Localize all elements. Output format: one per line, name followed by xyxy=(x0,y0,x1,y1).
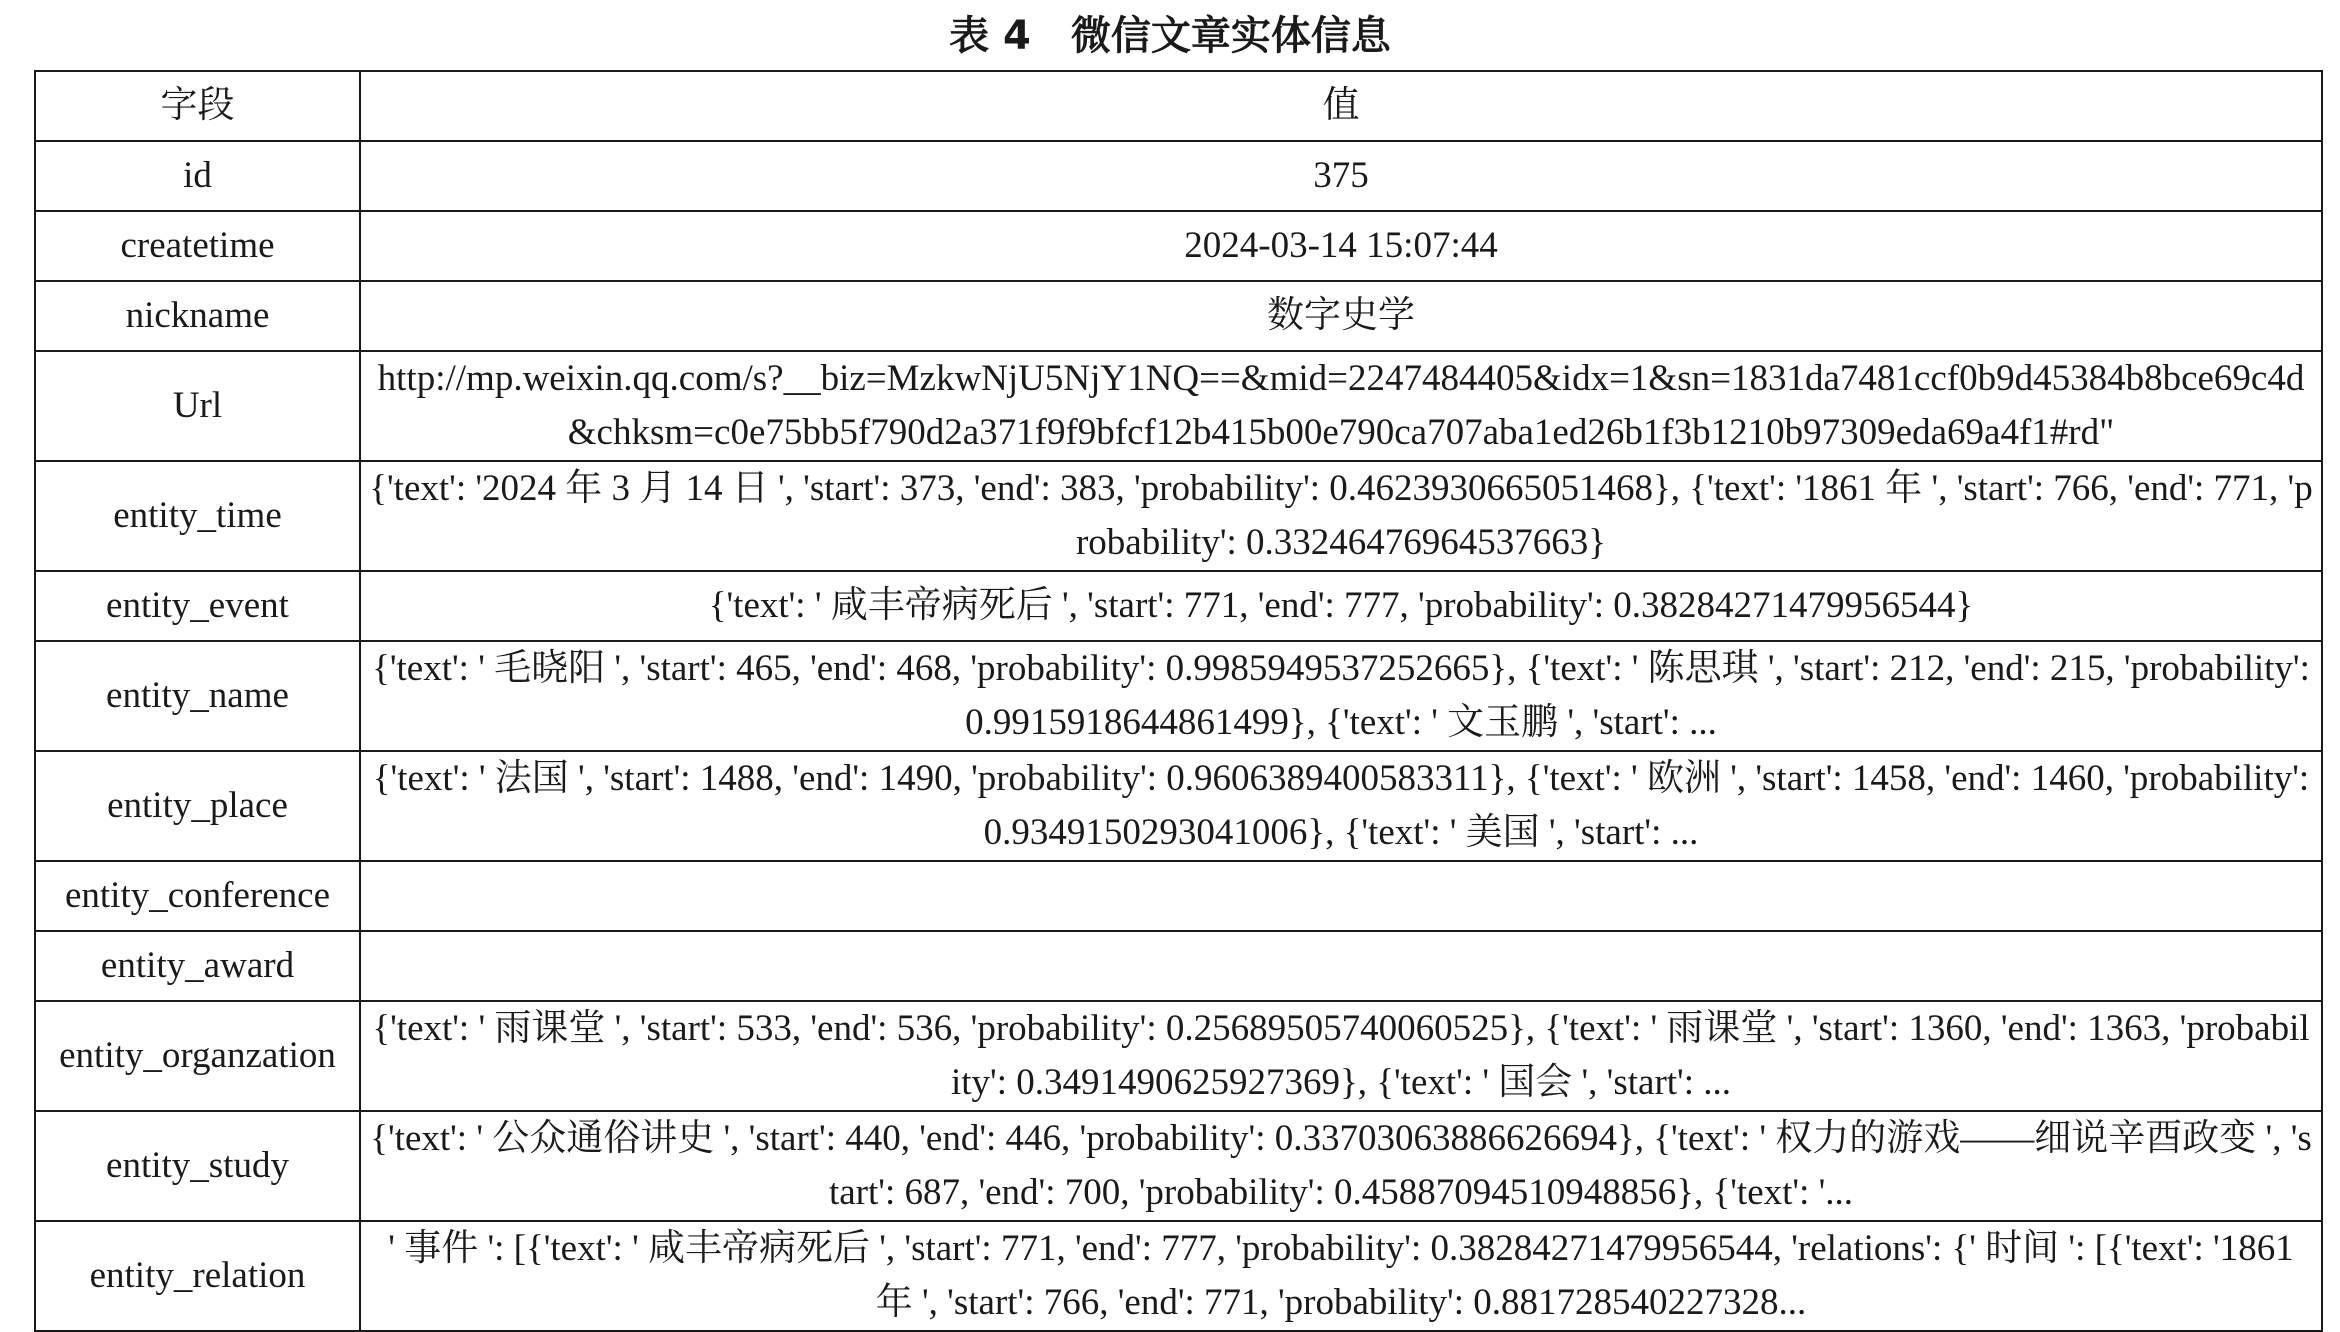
table-row xyxy=(35,751,2322,861)
table-row xyxy=(35,461,2322,571)
table-row xyxy=(35,1221,2322,1331)
value-cell xyxy=(360,861,2322,931)
value-cell: 2024-03-14 15:07:44 xyxy=(360,211,2322,281)
value-cell xyxy=(360,931,2322,1001)
value-cell: 数字史学 xyxy=(360,281,2322,351)
field-cell: entity_place xyxy=(35,751,360,861)
field-cell: createtime xyxy=(35,211,360,281)
table-row xyxy=(35,1111,2322,1221)
field-cell: id xyxy=(35,141,360,211)
table-header-row xyxy=(35,71,2322,141)
table-title: 表 4 微信文章实体信息 xyxy=(949,13,1391,59)
table-row xyxy=(35,571,2322,641)
field-cell: entity_name xyxy=(35,641,360,751)
field-cell: entity_study xyxy=(35,1111,360,1221)
table-row xyxy=(35,281,2322,351)
value-cell: {'text': ' 法国 ', 'start': 1488, 'end': 1490, 'probability': 0.9606389400583311}, {'text': ' 欧洲 ', 'start': 1458, 'end': 1460, 'probability': 0.9349150293041006}, {'text': ' 美国 ', 'start': ... xyxy=(360,751,2322,861)
field-cell: entity_time xyxy=(35,461,360,571)
value-cell: http://mp.weixin.qq.com/s?__biz=MzkwNjU5NjY1NQ==&mid=2247484405&idx=1&sn=1831da7481ccf0b9d45384b8bce69c4d&chksm=c0e75bb5f790d2a371f9f9bfcf12b415b00e790ca707aba1ed26b1f3b1210b97309eda69a4f1#rd" xyxy=(360,351,2322,461)
value-cell: {'text': ' 公众通俗讲史 ', 'start': 440, 'end': 446, 'probability': 0.33703063886626694}, {'text': ' 权力的游戏——细说辛酉政变 ', 'start': 687, 'end': 700, 'probability': 0.45887094510948856}, {'text': '... xyxy=(360,1111,2322,1221)
value-cell: {'text': '2024 年 3 月 14 日 ', 'start': 373, 'end': 383, 'probability': 0.4623930665051468}, {'text': '1861 年 ', 'start': 766, 'end': 771, 'probability': 0.33246476964537663} xyxy=(360,461,2322,571)
field-cell: entity_conference xyxy=(35,861,360,931)
entity-info-table xyxy=(34,70,2323,1332)
header-field: 字段 xyxy=(35,71,360,141)
value-cell: 375 xyxy=(360,141,2322,211)
field-cell: Url xyxy=(35,351,360,461)
field-cell: entity_relation xyxy=(35,1221,360,1331)
table-row xyxy=(35,351,2322,461)
value-cell: ' 事件 ': [{'text': ' 咸丰帝病死后 ', 'start': 771, 'end': 777, 'probability': 0.38284271479956544, 'relations': {' 时间 ': [{'text': '1861 年 ', 'start': 766, 'end': 771, 'probability': 0.881728540227328... xyxy=(360,1221,2322,1331)
header-value: 值 xyxy=(360,71,2322,141)
table-row xyxy=(35,641,2322,751)
table-row xyxy=(35,211,2322,281)
value-cell: {'text': ' 咸丰帝病死后 ', 'start': 771, 'end': 777, 'probability': 0.38284271479956544} xyxy=(360,571,2322,641)
table-row xyxy=(35,141,2322,211)
field-cell: entity_event xyxy=(35,571,360,641)
table-row xyxy=(35,931,2322,1001)
table-row xyxy=(35,861,2322,931)
field-cell: entity_organzation xyxy=(35,1001,360,1111)
table-row xyxy=(35,1001,2322,1111)
field-cell: entity_award xyxy=(35,931,360,1001)
value-cell: {'text': ' 雨课堂 ', 'start': 533, 'end': 536, 'probability': 0.25689505740060525}, {'text': ' 雨课堂 ', 'start': 1360, 'end': 1363, 'probability': 0.3491490625927369}, {'text': ' 国会 ', 'start': ... xyxy=(360,1001,2322,1111)
value-cell: {'text': ' 毛晓阳 ', 'start': 465, 'end': 468, 'probability': 0.9985949537252665}, {'text': ' 陈思琪 ', 'start': 212, 'end': 215, 'probability': 0.9915918644861499}, {'text': ' 文玉鹏 ', 'start': ... xyxy=(360,641,2322,751)
field-cell: nickname xyxy=(35,281,360,351)
